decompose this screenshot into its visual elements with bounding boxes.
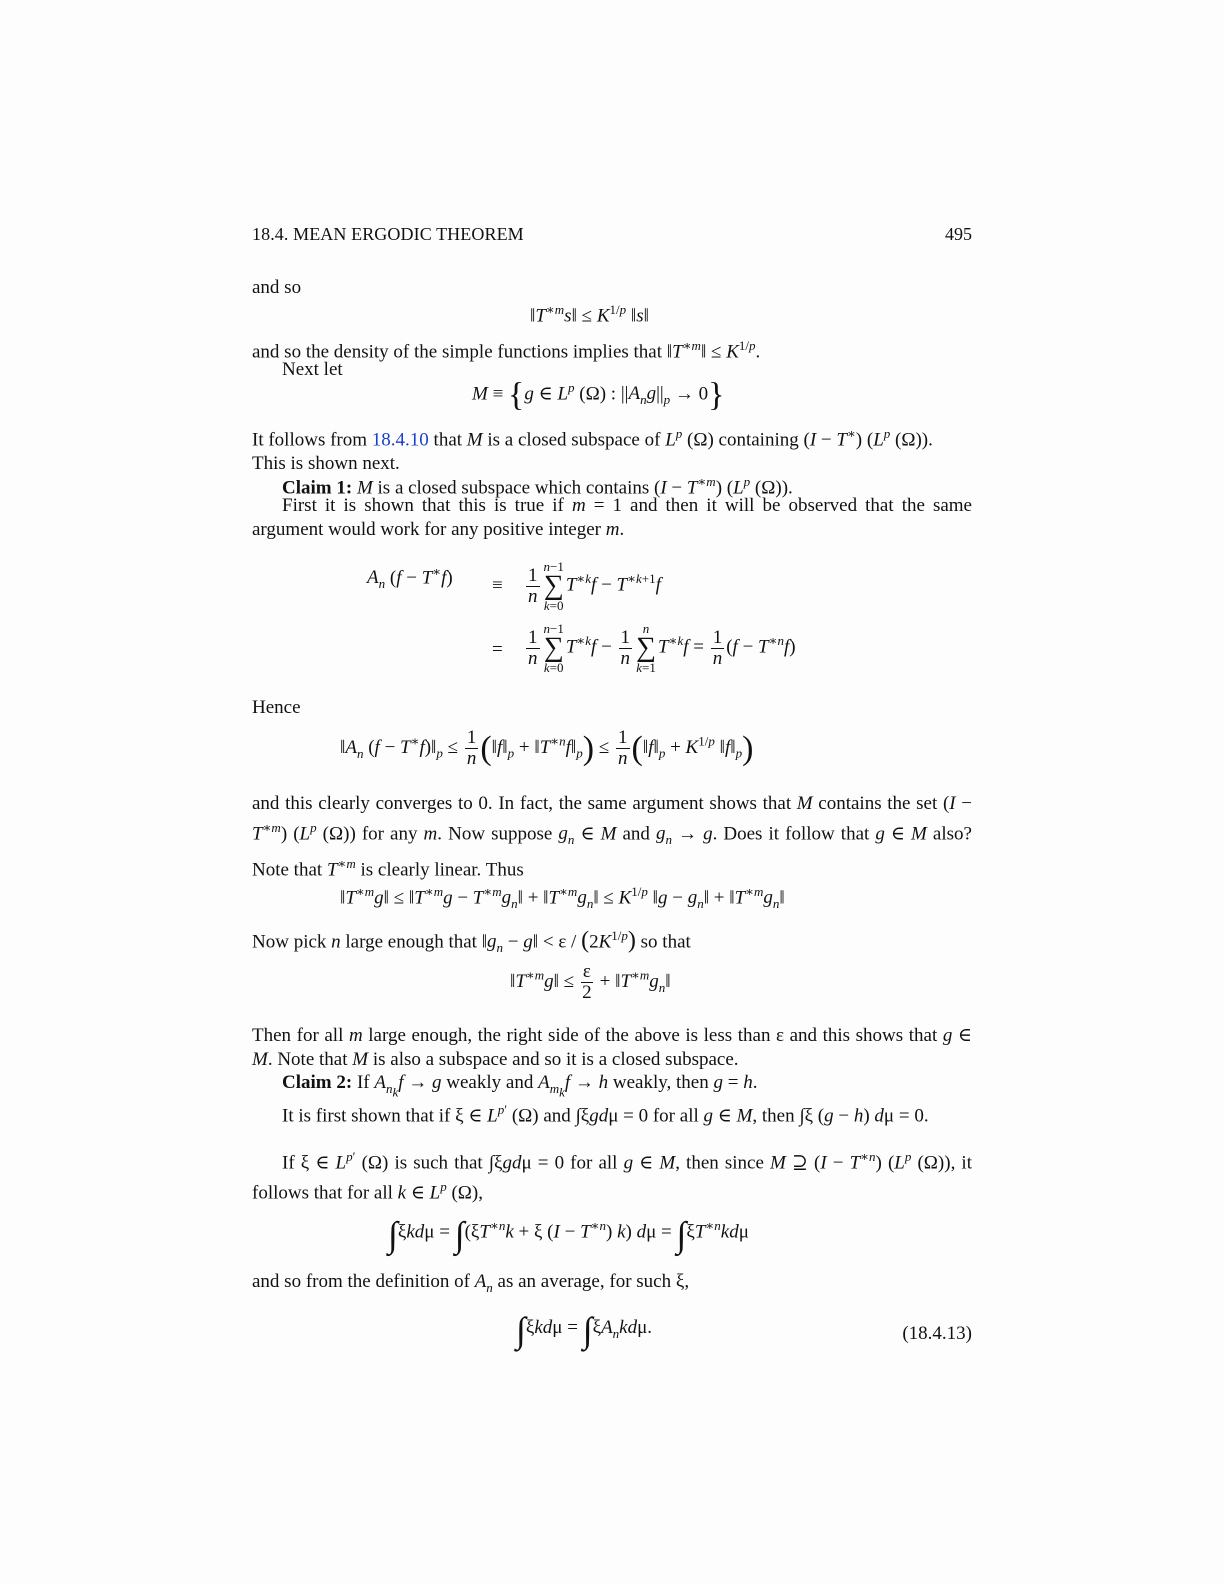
equation-number: (18.4.13) bbox=[902, 1323, 972, 1344]
paragraph: It follows from 18.4.10 that M is a closed subspace of $L^p$ (Ω) containing (I − T∗) ($L^p$ (Ω)). This is shown next. bbox=[252, 426, 933, 475]
claim-2: Claim 2: If $A_{n_k}f \to g$ weakly and $A_{m_k}f \to h$ weakly, then g = h. bbox=[282, 1072, 758, 1100]
equation: $‖T^{∗m}s‖ \le K^{1/p}$ ‖s‖ bbox=[530, 302, 649, 327]
equation-reference-link[interactable]: 18.4.10 bbox=[371, 429, 429, 451]
text-line: Now pick n large enough that $‖g_n$ − g‖ < ε / $(2K^{1/p})$ so that bbox=[252, 927, 691, 956]
paragraph: Then for all m large enough, the right side of the above is less than ε and this shows that g ∈ M. Note that M is also a subspace and so it is a closed subspace. bbox=[252, 1025, 972, 1070]
equation-equals: = bbox=[492, 639, 503, 660]
equation: $‖T^{∗m}g‖$ ≤ $\frac{\varepsilon}{2}$ + $‖T^{∗m}g_n‖$ bbox=[510, 961, 671, 1003]
text-line: and so from the definition of $A_n$ as an average, for such ξ, bbox=[252, 1271, 690, 1295]
equation-line-1: $A_n$ (f − T∗f) bbox=[367, 564, 453, 592]
paragraph: If ξ ∈ $L^{p'}$ (Ω) is such that ∫ξgdμ = 0 for all g ∈ M, then since M ⊇ $(I - T^{∗n})$ ($L^p$ (Ω)), it follows that for all k ∈ $L^p$ (Ω), bbox=[252, 1149, 972, 1204]
equation: $‖A_n$ $(f - T^∗f)‖_p$ ≤ $\frac{1}{n}$ ($‖f‖_p$ + $‖T^{∗n}f‖_p$) ≤ $\frac{1}{n}$ ($‖f‖_p + K^{1/p}$ $‖f‖_p$) bbox=[340, 727, 754, 769]
running-header: 18.4. MEAN ERGODIC THEOREM bbox=[252, 224, 524, 244]
text-line: and so bbox=[252, 277, 302, 298]
text-line: Next let bbox=[282, 359, 343, 380]
paragraph: First it is shown that this is true if m = 1 and then it will be observed that the same argument would work for any positive integer m. bbox=[252, 495, 972, 540]
page-number: 495 bbox=[945, 224, 972, 244]
equation: $‖T^{∗m}g‖$ ≤ $‖T^{∗m}g$ − $T^{∗m}g_n‖$ + $‖T^{∗m}g_n‖ \le K^{1/p}$ ‖g − $g_n‖$ + $‖T^{∗m}g_n‖$ bbox=[340, 884, 785, 912]
text-line: and so the density of the simple functions implies that $‖T^{∗m}‖ \le K^{1/p}$. bbox=[252, 338, 761, 363]
equation-rhs-2: $\frac{1}{n}$ n−1 ∑ $k=0T^{∗k}f$ − $\frac{1}{n}$ n ∑ $k=1T^{∗k}f$ = $\frac{1}{n}$ $(f - T^{∗n}f)$ bbox=[528, 621, 796, 675]
equation-equiv: ≡ bbox=[492, 575, 503, 596]
equation: $\int\xi kd\mu = \int(\xi T^{∗n}k + \xi$ $(I - T^{∗n})$ k) $d\mu = \int\xi T^{∗n}kd\mu$ bbox=[388, 1214, 749, 1255]
equation: $\int\xi kd\mu = \int\xi A_nkd\mu$. bbox=[516, 1310, 653, 1350]
paragraph: It is first shown that if ξ ∈ $L^{p'}$ (Ω) and ∫ξgdμ = 0 for all g ∈ M, then ∫ξ (g − h) dμ = 0. bbox=[282, 1102, 929, 1127]
claim-1: Claim 1: M is a closed subspace which contains $(I - T^{∗m})$ ($L^p$ (Ω)). bbox=[282, 474, 793, 499]
paragraph: and this clearly converges to 0. In fact, the same argument shows that M contains the set $(I - T^{∗m})$ ($L^p$ (Ω)) for any m. Now suppose $g_n$ ∈ M and $g_n \to g$. Does it follow that g ∈ M also? Note that $T^{∗m}$ is clearly linear. Thus bbox=[252, 793, 973, 881]
equation: M ≡ {g ∈ $L^p$ (Ω) : $||A_ng||_p \to 0$} bbox=[472, 376, 725, 414]
equation-rhs-1: $\frac{1}{n}$ n−1 ∑ $k=0T^{∗k}f - T^{∗k+1}f$ bbox=[528, 559, 661, 613]
text-line: Hence bbox=[252, 697, 301, 718]
